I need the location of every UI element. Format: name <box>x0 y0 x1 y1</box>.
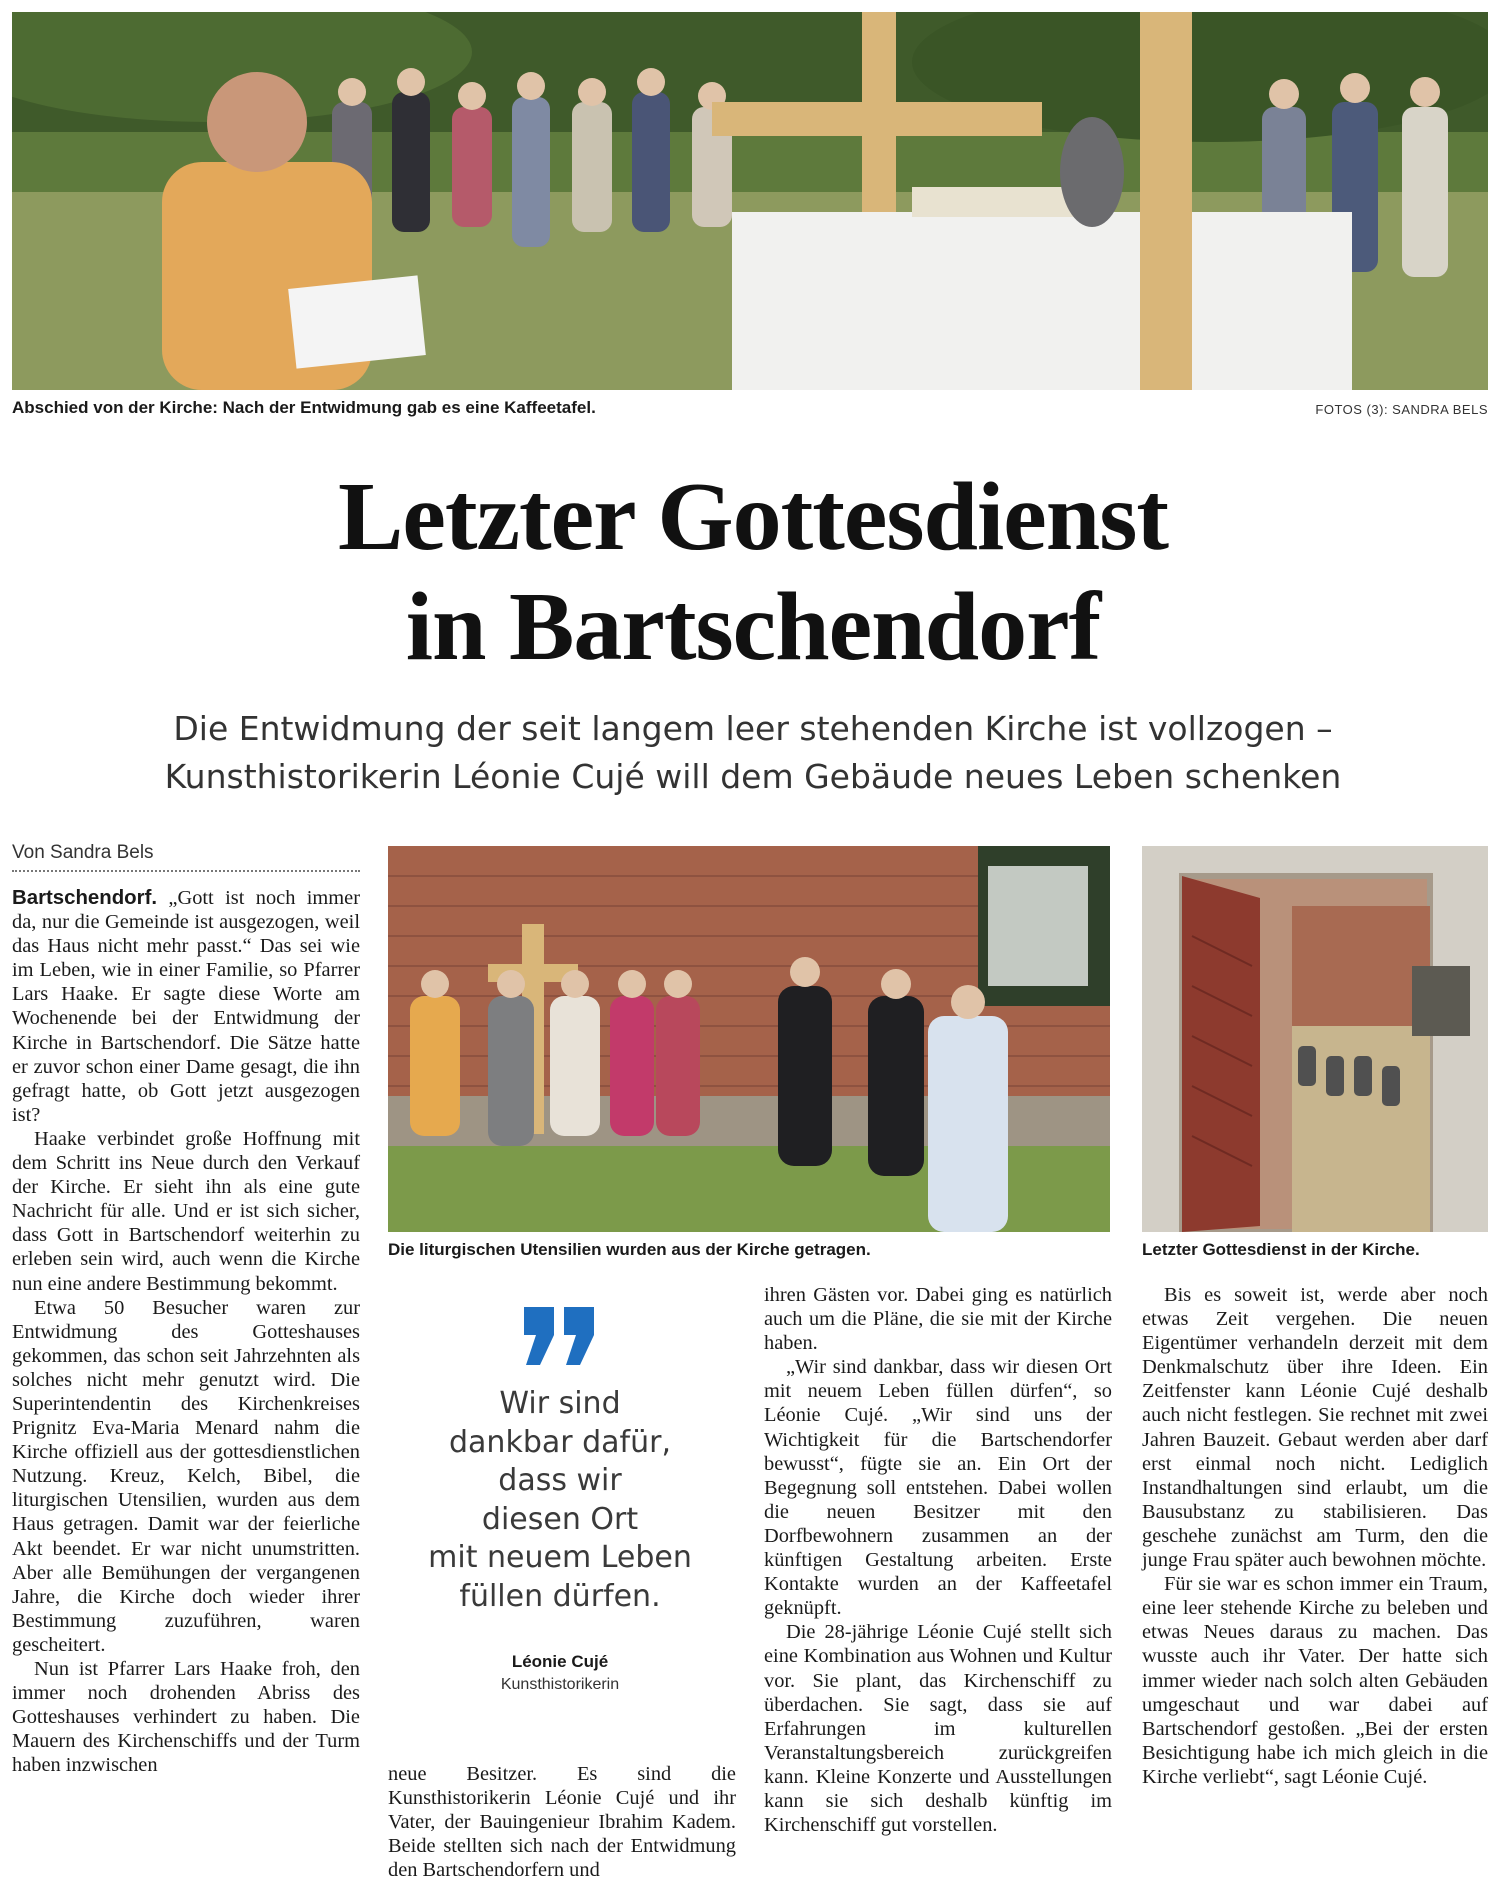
pull-quote <box>400 1305 720 1694</box>
quote-line-5: mit neuem Leben <box>428 1540 692 1575</box>
top-photo <box>12 12 1488 390</box>
photo-credit: FOTOS (3): SANDRA BELS <box>1315 402 1488 417</box>
paragraph-5: neue Besitzer. Es sind die Kunsthistorikerin Léonie Cujé und ihr Vater, der Bauingenieur Ibrahim Kadem. Beide stellten sich nach der Entwidmung den Bartschendorfern und <box>388 1763 736 1882</box>
column-2 <box>388 1762 736 1882</box>
paragraph-7: „Wir sind dankbar, dass wir diesen Ort mit neuem Leben füllen dürfen“, so Léonie Cujé. „Wir sind uns der Wichtigkeit für die Bartschendorfer bewusst“, fügte sie an. Ein Ort der Begegnung soll entstehen. Dabei wollen die neuen Besitzer mit den Dorfbewohnern zusammen an der künftigen Gestaltung arbeiten. Erste Kontakte wurden an der Kaffeetafel geknüpft. <box>764 1356 1112 1620</box>
quote-author-role: Kunsthistorikerin <box>500 1676 620 1693</box>
paragraph-10: Für sie war es schon immer ein Traum, eine leer stehende Kirche zu beleben und etwas Neues daraus zu machen. Das wusste auch ihr Vater. Der hatte sich immer wieder nach solch alten Gebäuden umgeschaut und war dabei auf Bartschendorf gestoßen. „Bei der ersten Besichtigung habe ich mich gleich in die Kirche verliebt“, sagt Léonie Cujé. <box>1142 1573 1488 1788</box>
middle-photo-illustration <box>388 846 1110 1232</box>
headline-line-1: Letzter Gottesdienst <box>338 463 1168 571</box>
quote-text <box>400 1385 720 1616</box>
top-photo-illustration <box>12 12 1488 390</box>
subline-line-1: Die Entwidmung der seit langem leer stehenden Kirche ist vollzogen – <box>173 709 1333 748</box>
column-1 <box>12 886 360 1777</box>
middle-photo <box>388 846 1110 1232</box>
paragraph-8: Die 28-jährige Léonie Cujé stellt sich eine Kombination aus Wohnen und Kultur vor. Sie plant, das Kirchenschiff zu überdachen. Sie sagt, dass sie auf Erfahrungen im kulturellen Veranstaltungsbereich zurückgreifen kann. Kleine Konzerte und Ausstellungen kann sie sich deshalb künftig im Kirchenschiff gut vorstellen. <box>764 1621 1112 1837</box>
quote-line-2: dankbar dafür, <box>449 1424 671 1460</box>
paragraph-9: Bis es soweit ist, werde aber noch etwas Zeit vergehen. Die neuen Eigentümer verhandeln derzeit mit dem Denkmalschutz über ihre Ideen. Ein Zeitfenster kann Léonie Cujé deshalb auch nicht festlegen. Sie rechnet mit zwei Jahren Bauzeit. Gebaut werden aber darf erst einmal noch nicht. Lediglich Instandhaltungen sind erlaubt, um die Bausubstanz zu stabilisieren. Das geschehe zunächst am Turm, den die junge Frau später auch bewohnen möchte. <box>1142 1284 1488 1572</box>
top-photo-caption: Abschied von der Kirche: Nach der Entwidmung gab es eine Kaffeetafel. <box>12 398 596 417</box>
byline: Von Sandra Bels <box>12 842 360 872</box>
paragraph-3: Etwa 50 Besucher waren zur Entwidmung des Gotteshauses gekommen, das schon seit Jahrzehnten als solches nicht mehr genutzt wird. Die Superintendentin des Kirchenkreises Prignitz Eva-Maria Menard nahm die Kirche offiziell aus der gottesdienstlichen Nutzung. Kreuz, Kelch, Bibel, die liturgischen Utensilien, wurden aus dem Haus getragen. Damit war der feierliche Akt beendet. Er war nicht unumstritten. Aber alle Bemühungen der vergangenen Jahre, die Kirche doch wieder ihrer Bestimmung zuzuführen, waren gescheitert. <box>12 1296 360 1656</box>
dateline: Bartschendorf. <box>12 887 158 909</box>
quote-line-1: Wir sind <box>499 1386 621 1421</box>
paragraph-1-text: „Gott ist noch immer da, nur die Gemeinde ist ausgezogen, weil das Haus nicht mehr passt.“ Das sei wie im Leben, wie in einer Familie, so Pfarrer Lars Haake. Er sagte diese Worte am Wochenende bei der Entwidmung der Kirche in Bartschendorf. Die Sätze hatte er zuvor schon einer Dame gesagt, die ihn gefragt hatte, ob Gott jetzt ausgezogen ist? <box>12 887 360 1126</box>
quote-author: Léonie Cujé <box>511 1652 609 1671</box>
quote-line-4: diesen Ort <box>481 1501 639 1537</box>
headline-line-2: in Bartschendorf <box>405 573 1101 681</box>
column-3 <box>764 1283 1112 1837</box>
column-4 <box>1142 1283 1488 1789</box>
quote-line-6: füllen dürfen. <box>459 1578 661 1614</box>
paragraph-4: Nun ist Pfarrer Lars Haake froh, den immer noch drohenden Abriss des Gotteshauses verhindert zu haben. Die Mauern des Kirchenschiffs und der Turm haben inzwischen <box>12 1658 360 1777</box>
paragraph-1 <box>12 886 360 1127</box>
right-photo-illustration <box>1142 846 1488 1232</box>
paragraph-2: Haake verbindet große Hoffnung mit dem Schritt ins Neue durch den Verkauf der Kirche. Er sieht ihn als eine gute Nachricht für alle. Und er ist sich sicher, dass Gott in Bartschendorf weiterhin zu erleben sein wird, auch wenn die Kirche nun eine andere Bestimmung bekommt. <box>12 1127 360 1295</box>
middle-photo-caption: Die liturgischen Utensilien wurden aus der Kirche getragen. <box>388 1240 871 1259</box>
right-photo <box>1142 846 1488 1232</box>
quote-line-3: dass wir <box>498 1463 622 1498</box>
right-photo-caption: Letzter Gottesdienst in der Kirche. <box>1142 1240 1420 1259</box>
subline-line-2: Kunsthistorikerin Léonie Cujé will dem Gebäude neues Leben schenken <box>164 757 1342 796</box>
paragraph-6: ihren Gästen vor. Dabei ging es natürlich auch um die Pläne, die sie mit der Kirche haben. <box>764 1284 1112 1355</box>
quote-mark-icon <box>520 1305 600 1367</box>
